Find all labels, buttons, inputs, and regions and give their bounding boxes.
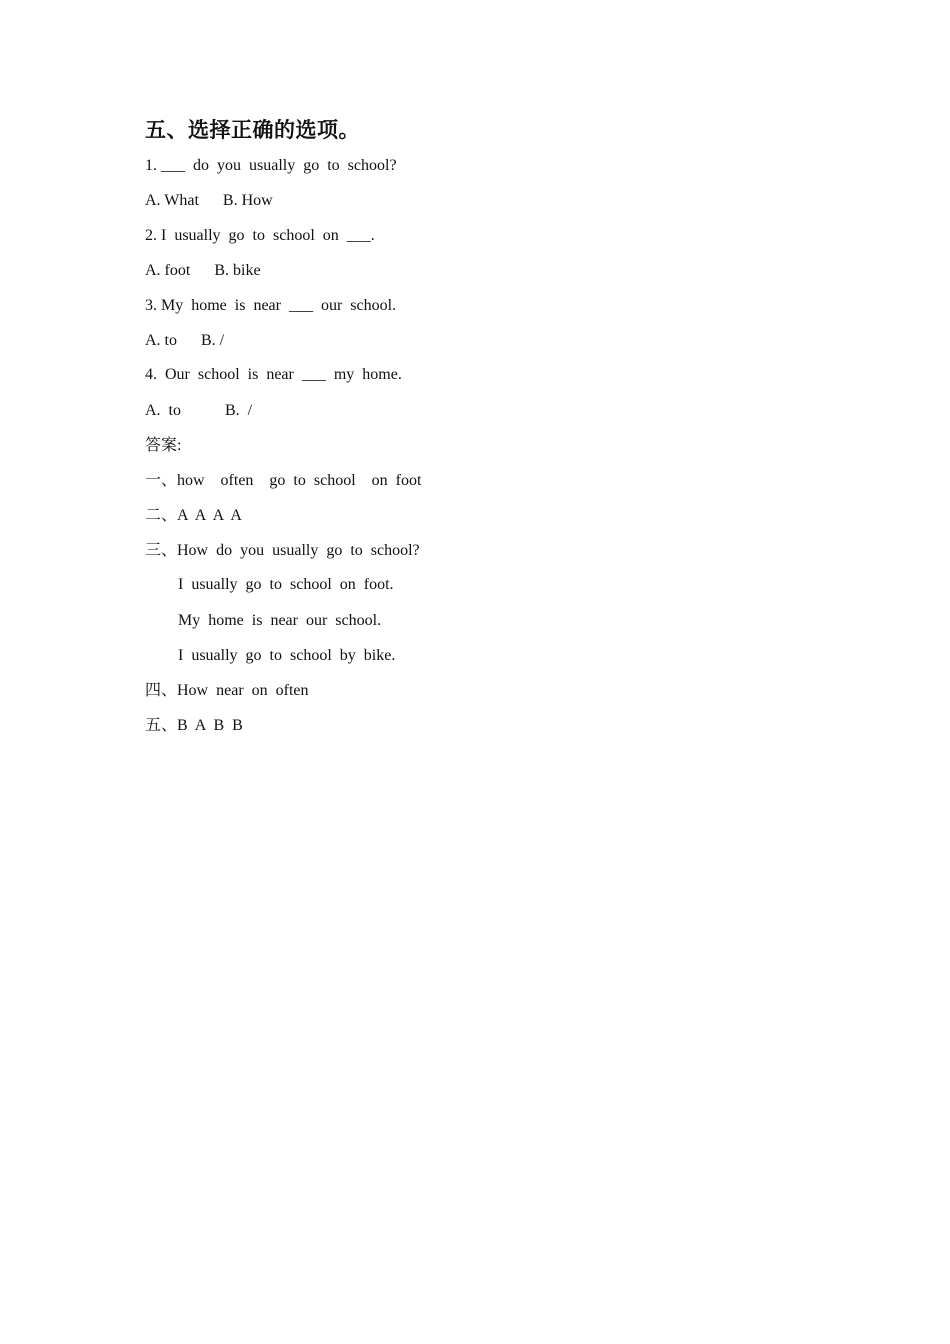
answer-part-5: 五、B A B B — [145, 717, 243, 734]
answer-part-4: 四、How near on often — [145, 682, 309, 699]
answer-part-3-line-4: I usually go to school by bike. — [178, 647, 396, 664]
answer-part-1: 一、how often go to school on foot — [145, 472, 422, 489]
answer-part-3-line-3: My home is near our school. — [178, 612, 382, 629]
answer-part-2: 二、A A A A — [145, 507, 242, 524]
answer-part-3: 三、How do you usually go to school? — [145, 542, 420, 559]
question-1-stem: 1. ___ do you usually go to school? — [145, 157, 397, 174]
answers-label: 答案: — [145, 437, 182, 454]
answer-part-3-line-2: I usually go to school on foot. — [178, 576, 394, 593]
question-3-stem: 3. My home is near ___ our school. — [145, 297, 397, 314]
question-2-options: A. foot B. bike — [145, 262, 261, 279]
question-2-stem: 2. I usually go to school on ___. — [145, 227, 375, 244]
question-4-stem: 4. Our school is near ___ my home. — [145, 366, 402, 383]
question-3-options: A. to B. / — [145, 332, 225, 349]
question-1-options: A. What B. How — [145, 192, 273, 209]
section-heading: 五、选择正确的选项。 — [145, 118, 360, 142]
question-4-options: A. to B. / — [145, 402, 253, 419]
